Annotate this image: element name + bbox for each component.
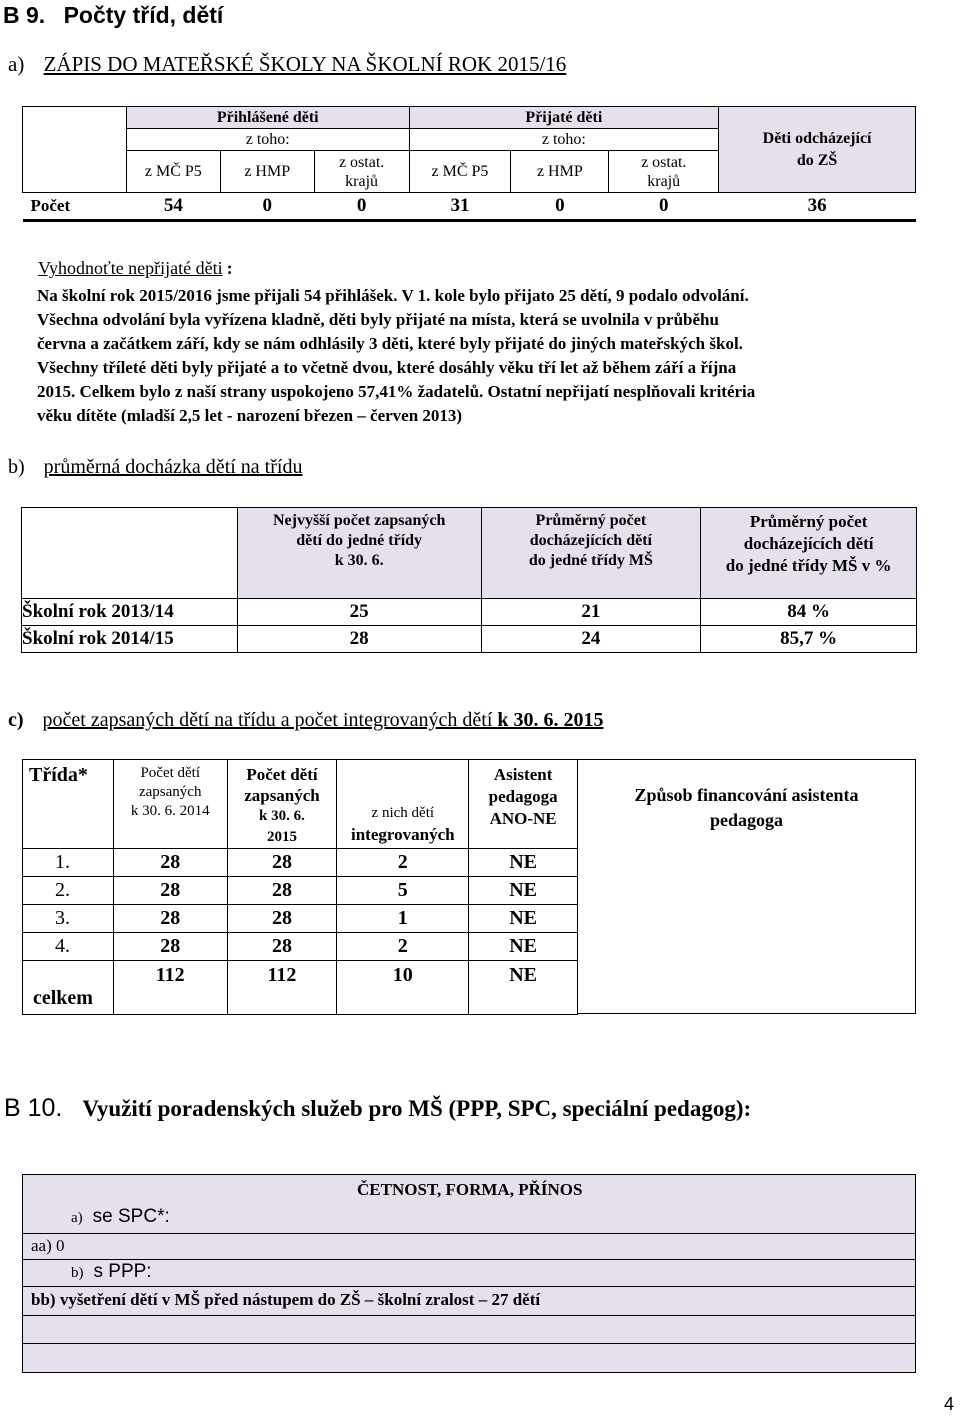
accepted-col-ostat (609, 151, 719, 193)
section-b10-label: B 10. (4, 1094, 63, 1122)
header-line: zapsaných (138, 784, 202, 800)
row-pct-value: 84 % (701, 599, 917, 626)
assistant-value: NE (469, 933, 578, 961)
header-line: ANO-NE (489, 809, 557, 828)
row-max-value: 28 (237, 626, 481, 653)
section-b9-label: B 9. (3, 2, 46, 28)
admission-table (22, 106, 916, 222)
row-avg-value: 21 (481, 599, 701, 626)
total-label: celkem (23, 961, 114, 1015)
section-c-heading (8, 709, 604, 732)
applied-ostat-line-2: krajů (345, 172, 379, 190)
header-integrated (337, 760, 469, 849)
header-line: docházejících dětí (529, 532, 652, 549)
header-line: do jedné třídy MŠ (528, 552, 653, 569)
total-enrolled-2015: 112 (227, 961, 337, 1015)
accepted-col-hmp: z HMP (511, 151, 609, 193)
blank-corner-cell (23, 107, 127, 193)
header-line: Nejvyšší počet zapsaných (272, 512, 446, 529)
row-pct-value: 85,7 % (701, 626, 917, 653)
enrolled-2015-value: 28 (227, 933, 337, 961)
ppp-value: bb) vyšetření dětí v MŠ před nástupem do ZŠ – školní zralost – 27 dětí (31, 1290, 541, 1309)
header-line: pedagoga (709, 810, 783, 830)
enrolled-2015-value: 28 (227, 905, 337, 933)
accepted-ostat-line-1: z ostat. (641, 153, 687, 171)
header-line: zapsaných (244, 786, 320, 805)
count-applied-mc: 54 (126, 193, 220, 221)
class-name: 2. (23, 877, 114, 905)
assistant-value: NE (469, 905, 578, 933)
ppp-label: s PPP: (93, 1261, 152, 1282)
row-label: Školní rok 2014/15 (22, 626, 238, 653)
section-b-marker: b) (8, 456, 25, 478)
total-integrated: 10 (337, 961, 469, 1015)
enrolled-2015-value: 28 (227, 877, 337, 905)
header-line: do jedné třídy MŠ v % (725, 556, 892, 575)
integrated-value: 2 (337, 933, 469, 961)
spc-value: aa) 0 (31, 1236, 65, 1255)
header-line: integrovaných (351, 825, 455, 844)
count-row-label: Počet (23, 193, 127, 221)
spc-marker: a) (71, 1210, 83, 1226)
section-a-heading (8, 52, 566, 77)
header-line: k 30. 6. (259, 808, 305, 824)
counseling-table (22, 1174, 916, 1373)
count-accepted-ostat: 0 (609, 193, 719, 221)
paragraph-line: 2015. Celkem bylo z naší strany uspokojeno 57,41% žadatelů. Ostatní nepřijatí nesplňovali kritéria (37, 382, 756, 401)
spc-heading (71, 1206, 170, 1228)
section-b-title: průměrná docházka dětí na třídu (43, 456, 303, 478)
section-b10-heading (4, 1094, 751, 1123)
header-line: Asistent (493, 765, 553, 784)
applied-group-header: Přihlášené děti (126, 107, 409, 129)
accepted-ostat-line-2: krajů (647, 172, 681, 190)
header-line: z nich dětí (371, 805, 435, 821)
header-line: Průměrný počet (535, 512, 647, 529)
header-line: 2015 (266, 829, 297, 845)
class-table (22, 759, 578, 1015)
section-a-title: ZÁPIS DO MATEŘSKÉ ŠKOLY NA ŠKOLNÍ ROK 2015/16 (43, 52, 567, 76)
applied-col-hmp: z HMP (220, 151, 314, 193)
applied-subheader: z toho: (126, 129, 409, 151)
accepted-subheader: z toho: (409, 129, 719, 151)
accepted-col-mc: z MČ P5 (409, 151, 511, 193)
header-line: Průměrný počet (749, 512, 868, 531)
header-funding (577, 759, 916, 1014)
paragraph-line: Na školní rok 2015/2016 jsme přijali 54 přihlášek. V 1. kole bylo přijato 25 dětí, 9 podalo odvolání. (37, 286, 749, 305)
count-applied-hmp: 0 (220, 193, 314, 221)
applied-ostat-line-1: z ostat. (338, 153, 385, 171)
section-c-marker: c) (8, 709, 24, 731)
blank-corner-cell (22, 508, 238, 599)
accepted-group-header: Přijaté děti (409, 107, 719, 129)
leaving-header-line-2: do ZŠ (796, 151, 838, 169)
leaving-to-zs-header (719, 107, 916, 193)
total-enrolled-2014: 112 (113, 961, 227, 1015)
page-number: 4 (944, 1394, 955, 1414)
row-avg-value: 24 (481, 626, 701, 653)
header-enrolled-2014 (113, 760, 227, 849)
leaving-header-line-1: Děti odcházející (762, 129, 872, 147)
integrated-value: 2 (337, 849, 469, 877)
section-b9-title: Počty tříd, dětí (63, 2, 224, 28)
class-name: 4. (23, 933, 114, 961)
enrolled-2014-value: 28 (113, 877, 227, 905)
header-line: Počet dětí (246, 765, 318, 784)
section-c-title-date: k 30. 6. 2015 (497, 709, 604, 731)
evaluation-paragraph (37, 284, 949, 428)
section-b10-title: Využití poradenských služeb pro MŠ (PPP, SPC, speciální pedagog): (82, 1096, 752, 1121)
paragraph-line: června a začátkem září, kdy se nám odhlásily 3 děti, které byly přijaté do jiných mateřských škol. (37, 334, 743, 353)
header-line: Počet dětí (140, 765, 201, 781)
evaluation-colon: : (226, 258, 233, 278)
header-line: dětí do jedné třídy (296, 532, 423, 549)
paragraph-line: Všechny tříleté děti byly přijaté a to včetně dvou, které dosáhly věku tří let až během září a října (37, 358, 737, 377)
header-line: k 30. 6. 2014 (130, 803, 210, 819)
header-enrolled-2015 (227, 760, 337, 849)
evaluation-heading (38, 258, 233, 279)
row-label: Školní rok 2013/14 (22, 599, 238, 626)
count-accepted-hmp: 0 (511, 193, 609, 221)
header-line: k 30. 6. (334, 552, 384, 569)
empty-row (23, 1344, 915, 1372)
ppp-heading (71, 1261, 152, 1283)
empty-row (23, 1316, 915, 1344)
applied-col-ostat (314, 151, 409, 193)
section-c-title-text: počet zapsaných dětí na třídu a počet integrovaných dětí (42, 709, 493, 731)
ppp-marker: b) (71, 1265, 84, 1281)
row-max-value: 25 (237, 599, 481, 626)
header-line: docházejících dětí (743, 534, 874, 553)
counseling-header-row (23, 1175, 915, 1234)
enrolled-2015-value: 28 (227, 849, 337, 877)
spc-row (23, 1234, 915, 1260)
counseling-header: ČETNOST, FORMA, PŘÍNOS (357, 1180, 583, 1199)
count-accepted-mc: 31 (409, 193, 511, 221)
evaluation-label: Vyhodnoťte nepřijaté děti (38, 258, 223, 278)
section-a-marker: a) (8, 52, 25, 76)
header-line: Způsob financování asistenta (634, 785, 859, 805)
integrated-value: 5 (337, 877, 469, 905)
header-class: Třída* (23, 760, 114, 849)
enrolled-2014-value: 28 (113, 933, 227, 961)
paragraph-line: Všechna odvolání byla vyřízena kladně, děti byly přijaté na místa, která se uvolnila v průběhu (37, 310, 719, 329)
enrolled-2014-value: 28 (113, 849, 227, 877)
header-line: pedagoga (488, 787, 558, 806)
assistant-value: NE (469, 849, 578, 877)
header-max-enrolled (237, 508, 481, 599)
count-leaving-zs: 36 (719, 193, 916, 221)
ppp-heading-row (23, 1260, 915, 1287)
paragraph-line: věku dítěte (mladší 2,5 let - narození březen – červen 2013) (37, 406, 463, 425)
attendance-table (21, 507, 917, 653)
header-assistant (469, 760, 578, 849)
section-b-heading (8, 456, 302, 479)
applied-col-mc: z MČ P5 (126, 151, 220, 193)
spc-label: se SPC*: (92, 1206, 170, 1227)
section-c-title (43, 709, 604, 731)
ppp-row (23, 1287, 915, 1316)
count-applied-ostat: 0 (314, 193, 409, 221)
integrated-value: 1 (337, 905, 469, 933)
class-name: 1. (23, 849, 114, 877)
total-assistant: NE (469, 961, 578, 1015)
header-avg-attendance-percent (701, 508, 917, 599)
header-avg-attendance (481, 508, 701, 599)
class-name: 3. (23, 905, 114, 933)
enrolled-2014-value: 28 (113, 905, 227, 933)
section-b9-heading (3, 2, 223, 29)
assistant-value: NE (469, 877, 578, 905)
